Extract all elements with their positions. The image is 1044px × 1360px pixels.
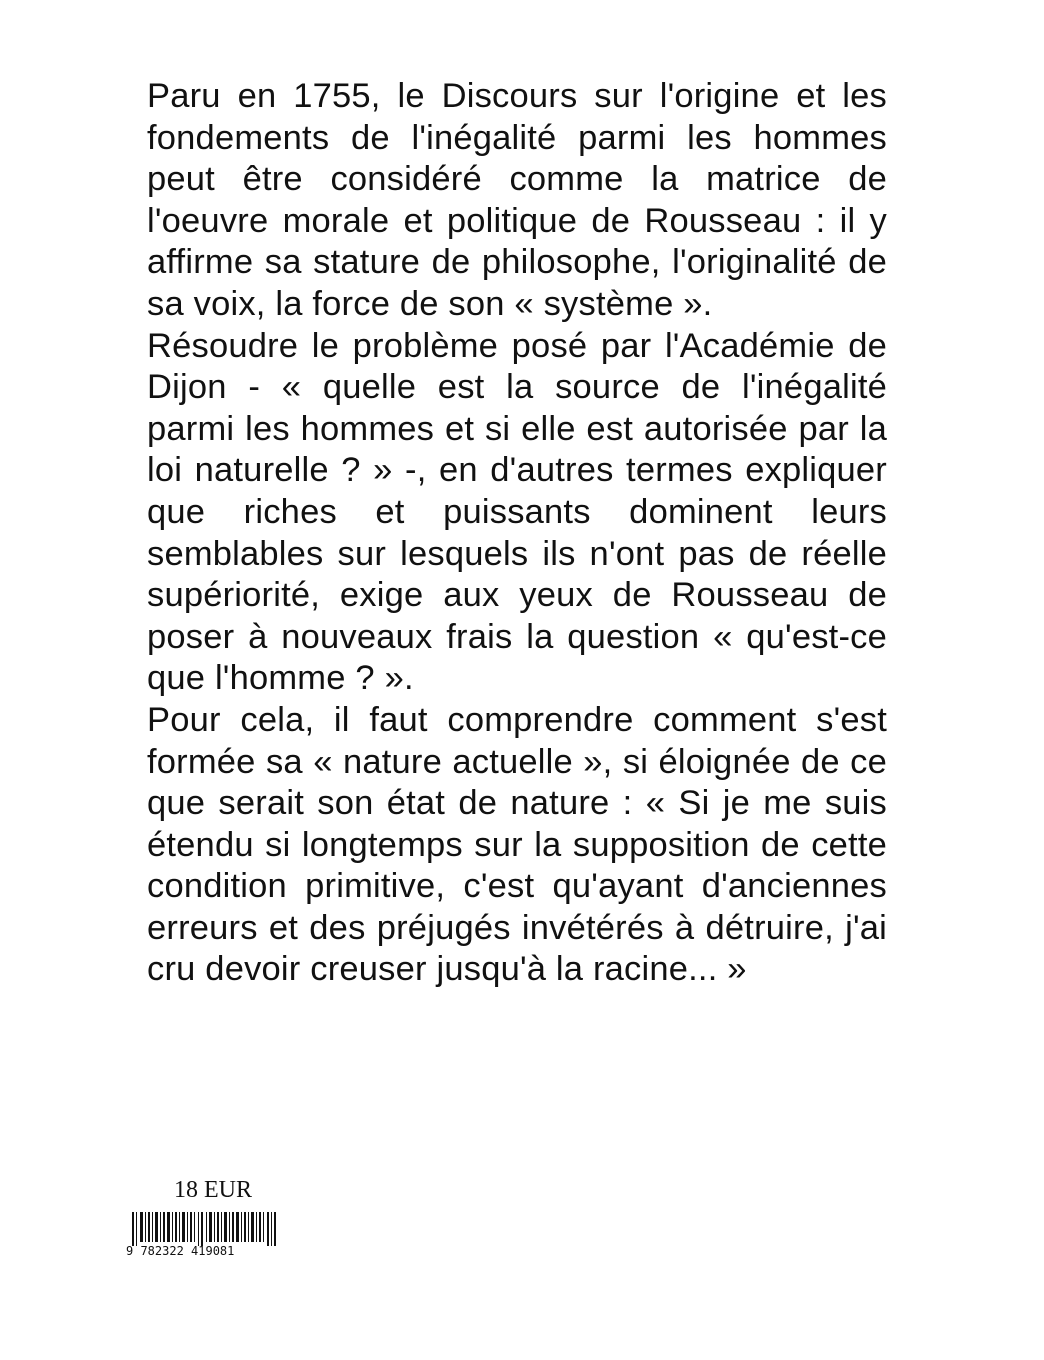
barcode-icon bbox=[126, 1212, 282, 1246]
barcode-digits: 9 782322 419081 bbox=[126, 1244, 235, 1258]
paragraph-publication: Paru en 1755, le Discours sur l'origine et les fondements de l'inégalité parmi les hommes peut être considéré comme la matrice de l'oeuvre morale et politique de Rousseau : il y affirme sa stature de philosophe, l'originalité de sa voix, la force de son « système ». bbox=[147, 77, 887, 323]
back-cover-text bbox=[147, 76, 887, 991]
paragraph-academie-question: Résoudre le problème posé par l'Académie de Dijon - « quelle est la source de l'inégalité parmi les hommes et si elle est autorisée par la loi naturelle ? » -, en d'autres termes expliquer que riches et puissants dominent leurs semblables sur lesquels ils n'ont pas de réelle supériorité, exige aux yeux de Rousseau de poser à nouveaux frais la question « qu'est-ce que l'homme ? ». bbox=[147, 326, 887, 698]
paragraph-nature-actuelle: Pour cela, il faut comprendre comment s'est formée sa « nature actuelle », si éloignée de ce que serait son état de nature : « Si je me suis étendu si longtemps sur la supposition de cette condition primitive, c'est qu'ayant d'anciennes erreurs et des préjugés invétérés à détruire, j'ai cru devoir creuser jusqu'à la racine... » bbox=[147, 700, 887, 989]
price-label: 18 EUR bbox=[174, 1177, 252, 1203]
